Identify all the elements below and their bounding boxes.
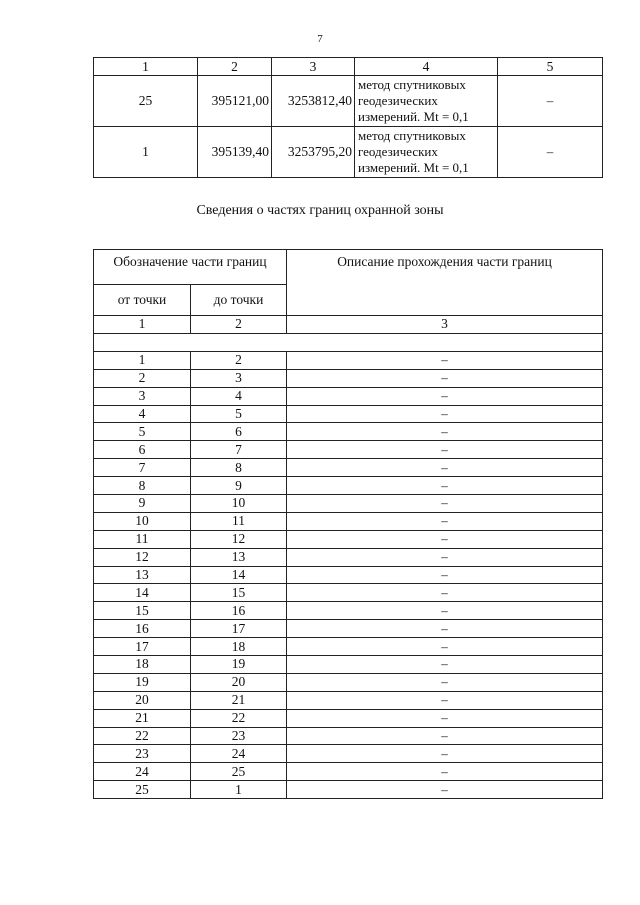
boundary-description: – <box>287 369 603 387</box>
to-point: 20 <box>191 673 287 691</box>
boundary-description: – <box>287 477 603 495</box>
table-row <box>94 691 603 709</box>
from-point: 9 <box>94 495 191 513</box>
from-point: 7 <box>94 459 191 477</box>
point-number: 25 <box>94 76 198 127</box>
to-point: 25 <box>191 763 287 781</box>
header-row <box>94 250 603 285</box>
table-row <box>94 387 603 405</box>
to-point: 24 <box>191 745 287 763</box>
method-line: геодезических <box>358 93 438 108</box>
coordinates-table <box>93 57 603 178</box>
table-row <box>94 369 603 387</box>
from-point: 15 <box>94 602 191 620</box>
from-point: 2 <box>94 369 191 387</box>
boundary-description: – <box>287 638 603 656</box>
table-row <box>94 620 603 638</box>
table-row <box>94 127 603 178</box>
from-point: 3 <box>94 387 191 405</box>
from-point: 20 <box>94 691 191 709</box>
boundary-description: – <box>287 691 603 709</box>
boundary-description: – <box>287 584 603 602</box>
from-point: 23 <box>94 745 191 763</box>
boundary-description: – <box>287 620 603 638</box>
table-row <box>94 76 603 127</box>
to-point: 10 <box>191 495 287 513</box>
point-number: 1 <box>94 127 198 178</box>
to-point: 7 <box>191 441 287 459</box>
from-point: 13 <box>94 566 191 584</box>
method-line: метод спутниковых <box>358 77 466 92</box>
to-point: 3 <box>191 369 287 387</box>
boundary-description: – <box>287 727 603 745</box>
from-point: 5 <box>94 423 191 441</box>
table-row <box>94 781 603 799</box>
coordinate-y: 3253812,40 <box>272 76 355 127</box>
from-point: 16 <box>94 620 191 638</box>
coordinate-x: 395121,00 <box>198 76 272 127</box>
to-point: 9 <box>191 477 287 495</box>
from-point: 14 <box>94 584 191 602</box>
from-point: 25 <box>94 781 191 799</box>
from-point: 8 <box>94 477 191 495</box>
header-boundary-part: Обозначение части границ <box>94 250 287 285</box>
coordinate-x: 395139,40 <box>198 127 272 178</box>
table-row <box>94 656 603 674</box>
from-point: 4 <box>94 405 191 423</box>
to-point: 22 <box>191 709 287 727</box>
table-row <box>94 566 603 584</box>
col-number-4: 4 <box>355 58 498 76</box>
table-row <box>94 584 603 602</box>
boundary-description: – <box>287 387 603 405</box>
to-point: 6 <box>191 423 287 441</box>
boundary-description: – <box>287 602 603 620</box>
table-row <box>94 727 603 745</box>
to-point: 13 <box>191 548 287 566</box>
table-row <box>94 763 603 781</box>
table-row <box>94 709 603 727</box>
from-point: 18 <box>94 656 191 674</box>
method-line: метод спутниковых <box>358 128 466 143</box>
table-row <box>94 745 603 763</box>
boundary-description: – <box>287 566 603 584</box>
header-from-point: от точки <box>94 285 191 316</box>
to-point: 23 <box>191 727 287 745</box>
from-point: 1 <box>94 351 191 369</box>
col-number-3: 3 <box>272 58 355 76</box>
to-point: 17 <box>191 620 287 638</box>
boundary-description: – <box>287 745 603 763</box>
table-row <box>94 459 603 477</box>
from-point: 11 <box>94 530 191 548</box>
empty-row <box>94 333 603 351</box>
to-point: 4 <box>191 387 287 405</box>
col-number-2: 2 <box>191 316 287 334</box>
to-point: 16 <box>191 602 287 620</box>
col-number-3: 3 <box>287 316 603 334</box>
note: – <box>498 127 603 178</box>
from-point: 12 <box>94 548 191 566</box>
to-point: 11 <box>191 512 287 530</box>
boundary-description: – <box>287 656 603 674</box>
boundary-description: – <box>287 548 603 566</box>
boundary-description: – <box>287 441 603 459</box>
boundary-description: – <box>287 351 603 369</box>
table-row <box>94 530 603 548</box>
from-point: 6 <box>94 441 191 459</box>
from-point: 10 <box>94 512 191 530</box>
note: – <box>498 76 603 127</box>
to-point: 5 <box>191 405 287 423</box>
to-point: 19 <box>191 656 287 674</box>
boundary-description: – <box>287 673 603 691</box>
table-row <box>94 602 603 620</box>
table-row <box>94 638 603 656</box>
table-row <box>94 351 603 369</box>
from-point: 24 <box>94 763 191 781</box>
table-row <box>94 495 603 513</box>
column-numbers-row <box>94 316 603 334</box>
to-point: 2 <box>191 351 287 369</box>
col-number-5: 5 <box>498 58 603 76</box>
empty-cell <box>94 333 603 351</box>
from-point: 21 <box>94 709 191 727</box>
boundary-parts-table <box>93 249 603 799</box>
table-row <box>94 673 603 691</box>
to-point: 1 <box>191 781 287 799</box>
method-description <box>355 76 498 127</box>
boundary-description: – <box>287 423 603 441</box>
to-point: 12 <box>191 530 287 548</box>
to-point: 21 <box>191 691 287 709</box>
boundary-description: – <box>287 709 603 727</box>
header-description: Описание прохождения части границ <box>287 250 603 316</box>
boundary-description: – <box>287 495 603 513</box>
boundary-description: – <box>287 459 603 477</box>
method-line: геодезических <box>358 144 438 159</box>
col-number-1: 1 <box>94 58 198 76</box>
col-number-2: 2 <box>198 58 272 76</box>
from-point: 19 <box>94 673 191 691</box>
method-line: измерений. Mt = 0,1 <box>358 160 469 175</box>
to-point: 18 <box>191 638 287 656</box>
section-title: Сведения о частях границ охранной зоны <box>196 203 444 218</box>
to-point: 8 <box>191 459 287 477</box>
coordinates-header-row <box>94 58 603 76</box>
table-row <box>94 405 603 423</box>
table-row <box>94 548 603 566</box>
boundary-description: – <box>287 763 603 781</box>
method-description <box>355 127 498 178</box>
to-point: 15 <box>191 584 287 602</box>
col-number-1: 1 <box>94 316 191 334</box>
boundary-description: – <box>287 781 603 799</box>
coordinate-y: 3253795,20 <box>272 127 355 178</box>
table-row <box>94 512 603 530</box>
table-row <box>94 477 603 495</box>
method-line: измерений. Mt = 0,1 <box>358 109 469 124</box>
from-point: 22 <box>94 727 191 745</box>
page-number: 7 <box>317 33 323 45</box>
table-row <box>94 441 603 459</box>
boundary-description: – <box>287 530 603 548</box>
header-to-point: до точки <box>191 285 287 316</box>
to-point: 14 <box>191 566 287 584</box>
boundary-description: – <box>287 512 603 530</box>
from-point: 17 <box>94 638 191 656</box>
table-row <box>94 423 603 441</box>
boundary-description: – <box>287 405 603 423</box>
